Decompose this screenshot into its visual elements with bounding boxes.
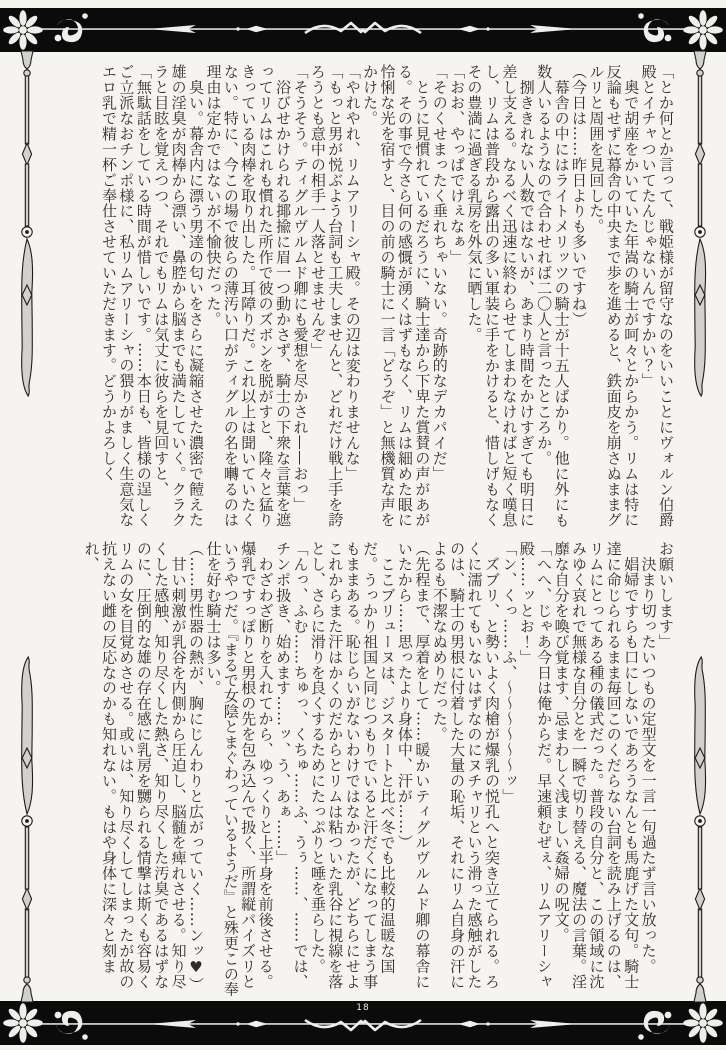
paragraph: ズブリ、と勢いよく肉槍が爆乳の悦孔へと突き立てられる。ろくに濡れてもいないはずなのにヌチャリという滑った感触がしたのは、騎士の男根に付着した大量の恥垢、それにリム自身の汗によるも不潔なぬめりだった。 — [430, 541, 501, 990]
top-border-rule-icon — [0, 8, 726, 52]
paragraph: 臭い。幕舎内に漂う男達の匂いをさらに凝縮させた濃密で饐えた雄の淫臭が肉棒から漂い、鼻腔から脳までも満たしていく。クラクラと目眩を覚えつつ、それでもリムは気丈に彼らを見回すと、 — [152, 64, 206, 528]
paragraph: とうに見慣れているだろうに、騎士達から下卑た賞賛の声があがる。その事で今さら何の感慨が湧くはずもなく、リムは細めた眼に怜悧な光を宿すと、目の前の騎士に一言「どうぞ」と無機質な声をかけた。 — [361, 64, 432, 528]
paragraph: 娼婦ですらも口にしないであろうなんとも馬鹿げた文句。騎士達に命じられるまま毎回このくだらない台詞を読み上げるのは、リムにとってある種の儀式だった。普段の自分と、この領域に沈みゆく哀れで無様な自分とを一瞬で切り替える、魔法の言葉。淫靡な自分を喚び覚ます、忌まわしく浅ましい姦婦の呪文。 — [552, 541, 641, 990]
staff-top-left-icon — [21, 51, 33, 396]
paragraph: 「そのくせまったく垂れちゃいない。奇跡的なデカパイだ」 — [430, 64, 449, 482]
page-number: 18 — [356, 1003, 370, 1013]
paragraph: 甘い刺激が乳谷を内側から圧迫し、脳髄を痺れさせる。知り尽くした感触、知り尽くした熱さ、知り尽くした汚臭であるはずなのに、圧倒的な雄の存在感に乳房を嬲られる情撃は斯くも容易くリムの女を目覚めさせる。或いは、知り尽くしてしまったが故の抗えない雌の反応なのかも知れない。もはや身体に深々と刻まれ、 — [82, 541, 188, 990]
paragraph: 「そうそう。ティグルヴルムド卿にも愛想を尽かされ——おっ」 — [291, 64, 310, 513]
paragraph: 「無駄話をしている時間が惜しいです。……本日も、皆様の逞しくご立派なおチンポ様に、私リムアリーシャの猥りがましく生意気なエロ乳で精一杯ご奉仕させていただきます。どうかよろしく — [100, 64, 153, 528]
paragraph: 「へへ、じゃあ今日は俺からだ。早速頼むぜぇ、リムアリーシャ殿……ッとお！」 — [517, 541, 554, 990]
bottom-border — [0, 1001, 726, 1045]
paragraph: 「ン、くっ……ふ、〜〜〜〜〜〜ッ」 — [500, 541, 519, 804]
paragraph: 浴びせかけられる揶揄に眉一つ動かさず、騎士の下衆な言葉を遮ってリムはこれも慣れた所作で彼のズボンを脱がすと、隆々と猛りきっている肉棒を取り出した。耳障りだ。これ以上は聞いていたくない。特に、今この場で彼らの薄汚い口がティグルの名を囀るのは理由は定かではないが不愉快だった。 — [204, 64, 293, 528]
paragraph: 幕舎の中にはライトメリッツの騎士が十五人ばかり。他に外にも数人いるようなので合わせれば二〇人と言ったところか。 — [535, 64, 571, 528]
paragraph: （……男性器の熱が、胸にじんわりと広がっていく……ンッ♥） — [187, 541, 206, 993]
paragraph: 「とか何とか言って、戦姫様が留守なのをいいことにヴォルン伯爵殿とイチャついてたんじゃないんですかい？」 — [639, 64, 675, 528]
paragraph: 「おお、やっぱでけぇなぁ」 — [448, 64, 467, 265]
top-border — [0, 8, 726, 52]
paragraph: 「やれやれ、リムアリーシャ殿。その辺は変わりませんな」 — [343, 64, 362, 482]
paragraph: 奥で胡座をかいていた年嵩の騎士が呵々とからかう。リムは特に反論もせずに幕舎の中央まで歩を進めると、鉄面皮を崩さぬままグルリと周囲を見回した。 — [587, 64, 641, 528]
paragraph: お願いします」 — [657, 541, 675, 650]
paragraph: （先程まで、厚着をして……暖かいティグルヴルムド卿の幕舎にいたから……思ったより身体中、汗が……） — [395, 541, 432, 990]
text-block-top — [100, 64, 674, 528]
paragraph: 「んっ、ふむ……ちゅっ、くちゅ……ふ、うぅ……、……では、チンポ扱き、始めます……ッ、う、あぁ……」 — [274, 541, 310, 990]
paragraph: 捌ききれない人数ではないが、あまり時間をかけすぎても明日に差し支える。なるべく迅速に終わらせてしまわなければと短く嘆息し、リムは普段から露出の多い軍装に手をかけると、惜しげもなくその豊満に過ぎる乳房を外気に晒した。 — [465, 64, 536, 528]
paragraph: わざわざ断りを入れてから、ゆっくりと上半身を前後させる。爆乳ですっぽりと男根の先を包み込んで扱く、所謂縦パイズリというやつだ。『まるで女陰とまぐわっているようだ』と殊更この奉仕を好む騎士は多い。 — [204, 541, 275, 997]
paragraph: 決まり切ったいつもの定型文を一言一句過たず言い放った。 — [639, 541, 658, 974]
staff-bottom-right-icon — [694, 657, 706, 1002]
staff-top-right-icon — [694, 51, 706, 396]
text-block-bottom — [82, 541, 674, 997]
paragraph: 「もっと男が悦ぶよう台詞も工夫しませんと、どれだけ戦上手を誇ろうとも意中の相手一人落とせませんぞ」 — [308, 64, 345, 528]
paragraph: （今日は……昨日よりも多いですね） — [569, 64, 588, 327]
staff-bottom-left-icon — [21, 657, 33, 1002]
paragraph: ここブリューヌは、ジスタートと比べ冬でも比較的温暖な国だ。うっかり祖国と同じつもりでいると汗だくになってしまう事もままある。恥じらいがないわけではなかったが、どちらにせよこれからまた汗はかくのだからとリムは粘ついた乳谷に視線を落とし、さらに滑りを良くするためにたっぷりと唾を垂らした。 — [308, 541, 397, 990]
